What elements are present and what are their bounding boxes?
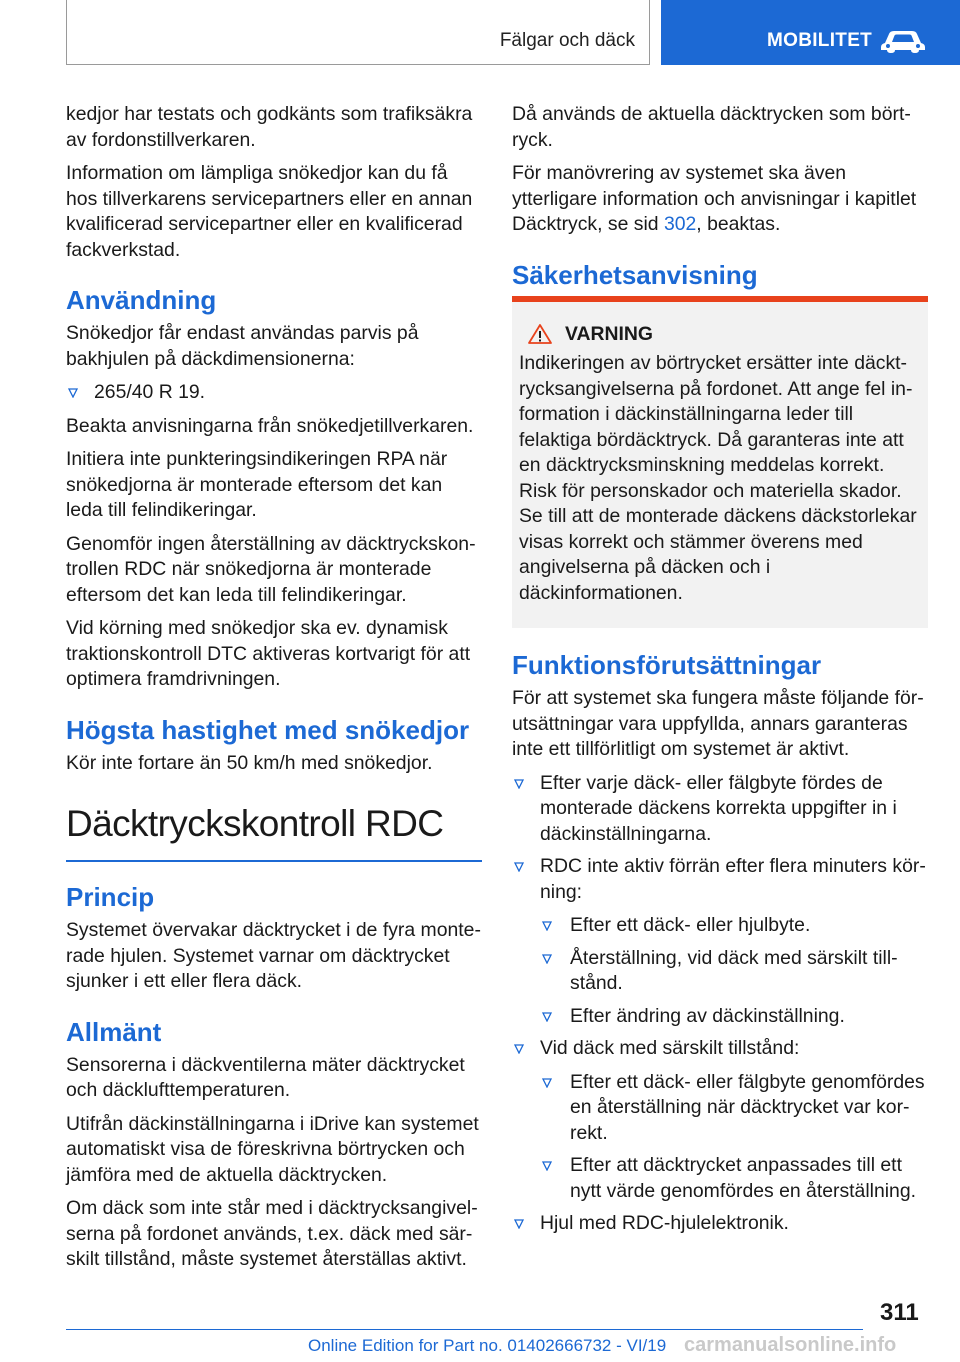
paragraph: Om däck som inte står med i däcktrycksangivelserna på fordonet används, t.ex. däck med särskilt tillstånd, måste systemet återställas aktivt.: [66, 1197, 478, 1270]
list-item-text: RDC inte aktiv förrän efter flera minuters körning:: [540, 855, 926, 903]
conditions-list: [512, 771, 928, 1237]
list-item-text: Efter varje däck- eller fälgbyte fördes de monterade däckens korrekta uppgifter in i däckinställningarna.: [540, 771, 897, 845]
warning-triangle-icon: [527, 323, 553, 345]
bullet-triangle-icon: [542, 1078, 552, 1088]
sub-list: [540, 913, 928, 1029]
sub-list-item: Återställning, vid däck med särskilt tillstånd.: [540, 946, 928, 997]
list-item: [66, 380, 482, 406]
heading-sakerhet: Säkerhetsanvisning: [512, 259, 758, 290]
heading-anvandning: Användning: [66, 285, 217, 315]
bullet-triangle-icon: [514, 779, 524, 789]
paragraph: kedjor har testats och godkänts som trafiksäkra av fordonstillverkaren.: [66, 103, 473, 151]
chapter-tab-label: MOBILITET: [767, 30, 873, 51]
bullet-triangle-icon: [68, 388, 78, 398]
paragraph: För manövrering av systemet ska även ytterligare information och anvisningar i kapitlet Däcktryck, se sid 302, beaktas.: [512, 162, 917, 235]
sub-list-item: Efter ett däck- eller hjulbyte.: [540, 913, 928, 939]
heading-allmant: Allmänt: [66, 1016, 162, 1047]
list-item: [512, 1211, 928, 1237]
bullet-triangle-icon: [514, 862, 524, 872]
section-title: Fälgar och däck: [499, 30, 635, 51]
list-item: [512, 771, 928, 848]
heading-divider: [66, 860, 482, 862]
chapter-heading: Däcktryckskontroll RDC: [66, 803, 444, 844]
warning-box: [512, 302, 928, 629]
page-header: [0, 0, 960, 66]
warning-text: Indikeringen av börtrycket ersätter inte däcktrycksangivelserna på fordonet. Att ange fel information i däckinställningarna leder till felaktiga bördäcktryck. Då garanteras inte att en däcktrycksminskning meddelas korrekt. Risk för personskador och materiella skador. Se till att de monterade däckens däckstorlekar visas korrekt och stämmer överens med angivelserna på däcken och i däckinformationen.: [519, 352, 917, 604]
section-box: [66, 0, 650, 65]
paragraph: Kör inte fortare än 50 km/h med snökedjor.: [66, 751, 433, 774]
page-number: 311: [880, 1299, 919, 1326]
heading-funktion: Funktionsförutsättningar: [512, 650, 822, 680]
edition-text: Online Edition for Part no. 01402666732 - VI/19: [308, 1336, 667, 1355]
right-column: [512, 102, 928, 1245]
footer-divider: [66, 1329, 863, 1330]
paragraph: Systemet övervakar däcktrycket i de fyra monterade hjulen. Systemet varnar om däcktrycket sjunker i ett eller flera däck.: [66, 919, 481, 992]
list-item-text: Hjul med RDC-hjulelektronik.: [540, 1212, 789, 1234]
dimension-list: [66, 380, 482, 406]
list-item-text: 265/40 R 19.: [94, 381, 206, 403]
warning-title: VARNING: [519, 322, 920, 348]
paragraph: Då används de aktuella däcktrycken som börtryck.: [512, 103, 911, 151]
chapter-tab[interactable]: [661, 0, 960, 65]
page-link[interactable]: 302: [663, 213, 697, 235]
sub-list-item: Efter att däcktrycket anpassades till ett nytt värde genomfördes en återställning.: [540, 1153, 928, 1204]
bullet-triangle-icon: [542, 1012, 552, 1022]
bullet-triangle-icon: [514, 1219, 524, 1229]
heading-hastighet: Högsta hastighet med snökedjor: [66, 714, 470, 745]
paragraph: Information om lämpliga snökedjor kan du få hos tillverkarens servicepartners eller en annan kvalificerad servicepartner eller en kvalificerad fackverkstad.: [66, 162, 473, 261]
list-item: [512, 1036, 928, 1204]
bullet-triangle-icon: [542, 1161, 552, 1171]
heading-princip: Princip: [66, 882, 155, 912]
paragraph: Genomför ingen återställning av däcktryckskontrollen RDC när snökedjorna är monterade eftersom det kan leda till felindikeringar.: [66, 532, 476, 606]
car-icon: [879, 28, 927, 54]
list-item-text: Vid däck med särskilt tillstånd:: [540, 1037, 800, 1059]
sub-list: [540, 1070, 928, 1205]
bullet-triangle-icon: [542, 921, 552, 931]
paragraph: Beakta anvisningarna från snökedjetillverkaren.: [66, 414, 474, 437]
sub-list-item: Efter ändring av däckinställning.: [540, 1004, 928, 1030]
watermark: carmanualsonline.info: [684, 1334, 897, 1356]
paragraph: Snökedjor får endast användas parvis på bakhjulen på däckdimensionerna:: [66, 322, 419, 370]
paragraph: Initiera inte punkteringsindikeringen RPA när snökedjorna är monterade eftersom det kan leda till felindikeringar.: [66, 448, 448, 521]
bullet-triangle-icon: [514, 1044, 524, 1054]
sub-list-item: Efter ett däck- eller fälgbyte genomfördes en återställning när däcktrycket var korrekt.: [540, 1070, 928, 1147]
list-item: [512, 854, 928, 1029]
left-column: [66, 102, 482, 1281]
paragraph: Vid körning med snökedjor ska ev. dynamisk traktionskontroll DTC aktiveras kortvarigt för att optimera framdrivningen.: [66, 617, 471, 690]
paragraph: Sensorerna i däckventilerna mäter däcktrycket och däcklufttemperaturen.: [66, 1053, 465, 1101]
paragraph: Utifrån däckinställningarna i iDrive kan systemet automatiskt visa de föreskrivna börtrycken och jämföra med de aktuella däcktrycken.: [66, 1112, 479, 1186]
paragraph: För att systemet ska fungera måste följande förutsättningar vara uppfyllda, annars garanteras inte ett tillförlitligt om systemet är aktivt.: [512, 687, 924, 760]
bullet-triangle-icon: [542, 954, 552, 964]
